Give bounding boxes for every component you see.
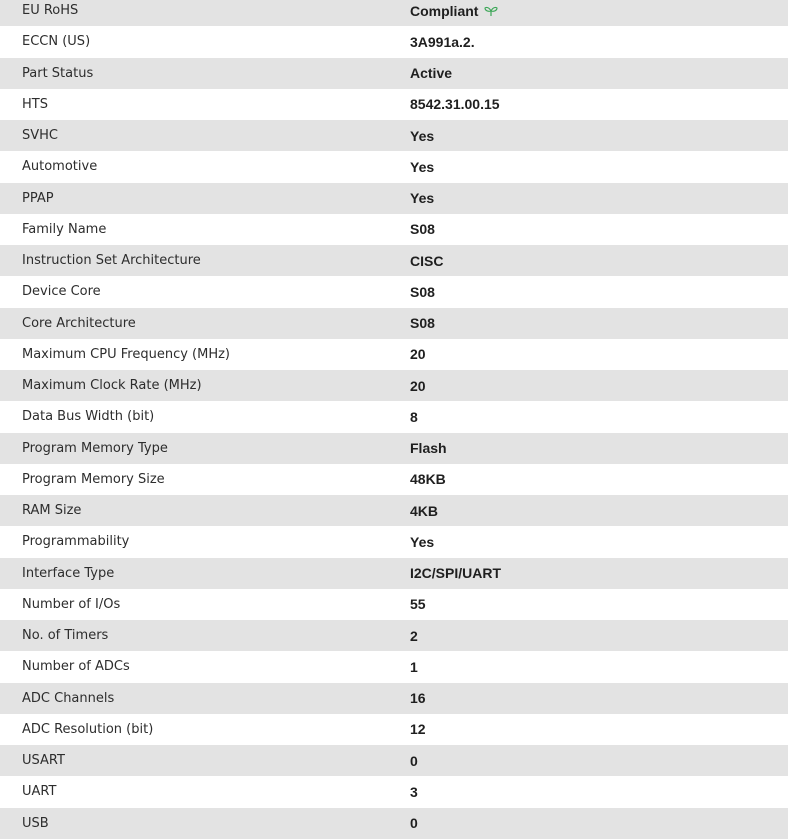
spec-label: No. of Timers — [22, 628, 109, 644]
spec-label: ADC Resolution (bit) — [22, 721, 154, 737]
spec-row — [0, 245, 788, 276]
spec-label: Core Architecture — [22, 315, 136, 331]
spec-label: EU RoHS — [22, 3, 79, 19]
spec-label: Automotive — [22, 159, 98, 175]
spec-label: Maximum CPU Frequency (MHz) — [22, 346, 230, 362]
spec-label: Family Name — [22, 221, 107, 237]
spec-label: Program Memory Size — [22, 471, 165, 487]
spec-label: ADC Channels — [22, 690, 115, 706]
spec-value: Yes — [410, 158, 435, 175]
spec-value: 3A991a.2. — [410, 33, 475, 50]
spec-row — [0, 714, 788, 745]
spec-row — [0, 620, 788, 651]
spec-value — [388, 3, 788, 19]
spec-row — [0, 276, 788, 307]
spec-row — [0, 151, 788, 182]
spec-label: Programmability — [22, 534, 130, 550]
spec-label: HTS — [22, 96, 48, 112]
spec-label: Part Status — [22, 65, 94, 81]
spec-value: 12 — [410, 721, 426, 738]
spec-value: S08 — [410, 315, 435, 332]
spec-label: Interface Type — [22, 565, 115, 581]
spec-row — [0, 558, 788, 589]
spec-label: Device Core — [22, 284, 101, 300]
spec-value: 55 — [410, 596, 426, 613]
spec-value: I2C/SPI/UART — [410, 565, 502, 582]
spec-label: Number of I/Os — [22, 596, 121, 612]
spec-value: Yes — [410, 190, 435, 207]
spec-row — [0, 214, 788, 245]
spec-row — [0, 89, 788, 120]
spec-label: UART — [22, 784, 57, 800]
spec-value: S08 — [410, 221, 435, 238]
spec-label: USART — [22, 753, 65, 769]
spec-row — [0, 26, 788, 57]
spec-value-text: Compliant — [410, 2, 479, 19]
spec-row — [0, 651, 788, 682]
spec-row — [0, 58, 788, 89]
spec-label: SVHC — [22, 128, 58, 144]
spec-label: Instruction Set Architecture — [22, 253, 201, 269]
spec-value: CISC — [410, 252, 444, 269]
spec-label: Maximum Clock Rate (MHz) — [22, 378, 202, 394]
spec-label: Data Bus Width (bit) — [22, 409, 155, 425]
spec-value: 0 — [410, 752, 418, 769]
spec-row — [0, 433, 788, 464]
spec-label: ECCN (US) — [22, 34, 91, 50]
spec-value: 1 — [410, 658, 418, 675]
spec-value: 8542.31.00.15 — [410, 96, 500, 113]
spec-value: Yes — [410, 533, 435, 550]
spec-row — [0, 495, 788, 526]
spec-value: Active — [410, 65, 453, 82]
spec-row — [0, 464, 788, 495]
spec-value: Yes — [410, 127, 435, 144]
spec-value: 8 — [410, 408, 418, 425]
spec-label: USB — [22, 815, 49, 831]
spec-label: PPAP — [22, 190, 54, 206]
spec-row — [0, 526, 788, 557]
spec-label: Program Memory Type — [22, 440, 168, 456]
spec-row — [0, 776, 788, 807]
spec-row — [0, 745, 788, 776]
spec-row — [0, 808, 788, 839]
spec-row — [0, 683, 788, 714]
spec-row — [0, 308, 788, 339]
spec-row — [0, 0, 788, 26]
spec-value: 20 — [410, 346, 426, 363]
spec-value: 3 — [410, 783, 418, 800]
spec-row — [0, 589, 788, 620]
spec-value: S08 — [410, 283, 435, 300]
spec-row — [0, 183, 788, 214]
spec-value: 2 — [410, 627, 418, 644]
spec-row — [0, 401, 788, 432]
spec-row — [0, 120, 788, 151]
spec-value: Flash — [410, 440, 447, 457]
spec-row — [0, 339, 788, 370]
spec-value: 0 — [410, 815, 418, 832]
spec-row — [0, 370, 788, 401]
spec-value: 16 — [410, 690, 426, 707]
leaf-icon — [484, 5, 498, 17]
spec-value: 48KB — [410, 471, 446, 488]
spec-value: 4KB — [410, 502, 439, 519]
spec-value: 20 — [410, 377, 426, 394]
spec-label: RAM Size — [22, 503, 82, 519]
spec-label: Number of ADCs — [22, 659, 130, 675]
